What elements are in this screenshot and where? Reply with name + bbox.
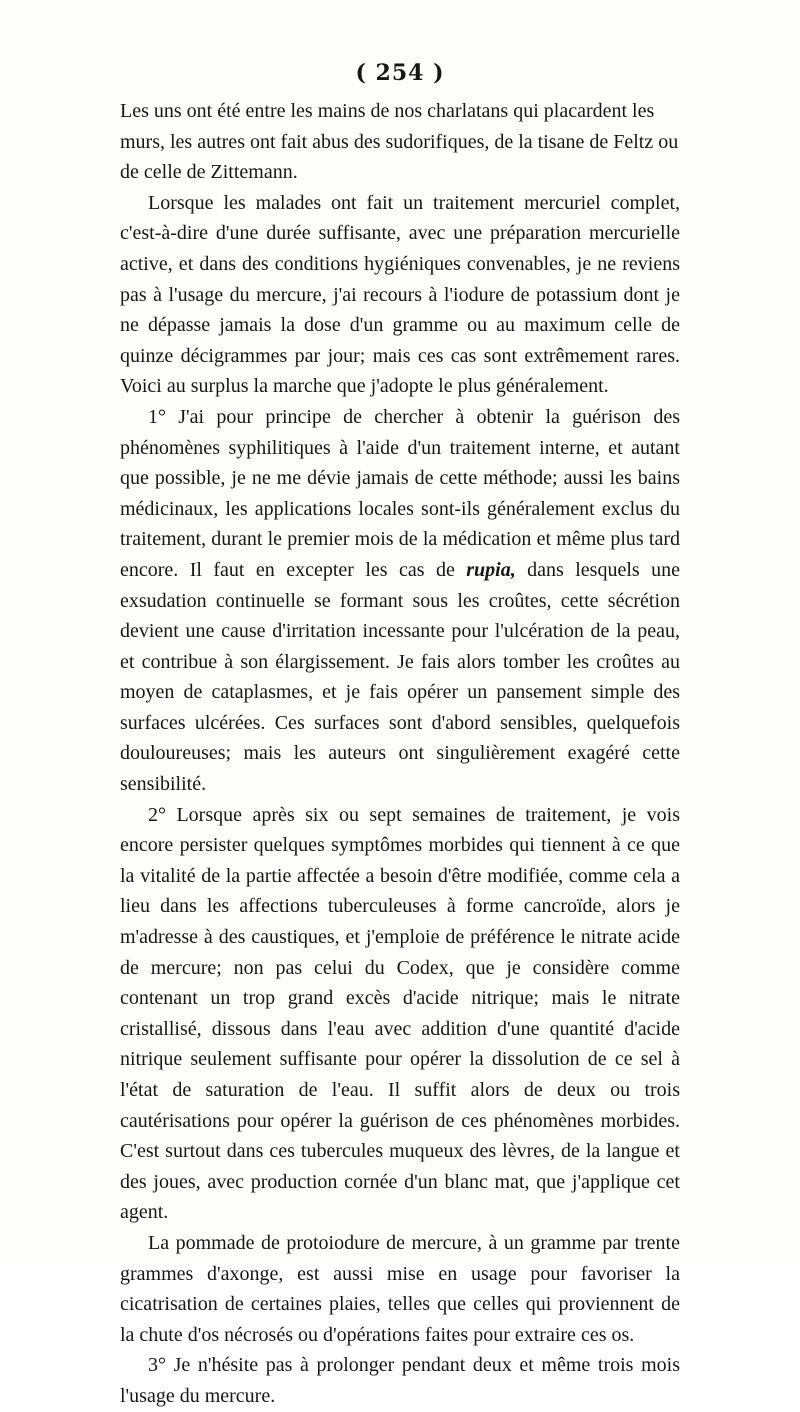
- paragraph-pommade: La pommade de protoiodure de mercure, à un gramme par trente grammes d'axonge, est aussi mise en usage pour favoriser la cicatrisation de certaines plaies, telles que celles qui proviennent de la chute d'os nécrosés ou d'opérations faites pour extraire ces os.: [120, 1231, 680, 1346]
- body-text: [120, 96, 680, 1412]
- italic-term-rupia: rupia,: [466, 558, 516, 581]
- paragraph-point-1-text-a: 1° J'ai pour principe de chercher à obtenir la guérison des phénomènes syphilitiques à l'aide d'un traitement interne, et autant que possible, je ne me dévie jamais de cette méthode; aussi les bains médicinaux, les applications locales sont-ils généralement exclus du traitement, durant le premier mois de la médication et même plus tard encore. Il faut en excepter les cas de: [120, 405, 680, 581]
- paragraph-point-1-text-b: dans lesquels une exsudation continuelle se formant sous les croûtes, cette sécrétion devient une cause d'irritation incessante pour l'ulcération de la peau, et contribue à son élargissement. Je fais alors tomber les croûtes au moyen de cataplasmes, et je fais opérer un pansement simple des surfaces ulcérées. Ces surfaces sont d'abord sensibles, quelquefois douloureuses; mais les auteurs ont singulièrement exagéré cette sensibilité.: [120, 558, 680, 796]
- paragraph-point-3: 3° Je n'hésite pas à prolonger pendant deux et même trois mois l'usage du mercure.: [120, 1354, 680, 1407]
- paragraph-point-1: [120, 402, 680, 800]
- paragraph-point-2: 2° Lorsque après six ou sept semaines de traitement, je vois encore persister quelques symptômes morbides qui tiennent à ce que la vitalité de la partie affectée a besoin d'être modifiée, comme cela a lieu dans les affections tuberculeuses à forme cancroïde, alors je m'adresse à des caustiques, et j'emploie de préférence le nitrate acide de mercure; non pas celui du Codex, que je considère comme contenant un trop grand excès d'acide nitrique; mais le nitrate cristallisé, dissous dans l'eau avec addition d'une quantité d'acide nitrique seulement suffisante pour opérer la dissolution de ce sel à l'état de saturation de l'eau. Il suffit alors de deux ou trois cautérisations pour opérer la guérison de ces phénomènes morbides. C'est surtout dans ces tubercules muqueux des lèvres, de la langue et des joues, avec production cornée d'un blanc mat, que j'applique cet agent.: [120, 803, 680, 1224]
- paragraph-continuation: Les uns ont été entre les mains de nos charlatans qui placardent les murs, les autres ont fait abus des sudorifiques, de la tisane de Feltz ou de celle de Zittemann.: [120, 100, 679, 184]
- page-number: ( 254 ): [355, 60, 445, 86]
- paragraph-mercurial-treatment: Lorsque les malades ont fait un traitement mercuriel complet, c'est-à-dire d'une durée suffisante, avec une préparation mercurielle active, et dans des conditions hygiéniques convenables, je ne reviens pas à l'usage du mercure, j'ai recours à l'iodure de potassium dont je ne dépasse jamais la dose d'un gramme ou au maximum celle de quinze décigrammes par jour; mais ces cas sont extrêmement rares. Voici au surplus la marche que j'adopte le plus généralement.: [120, 191, 680, 398]
